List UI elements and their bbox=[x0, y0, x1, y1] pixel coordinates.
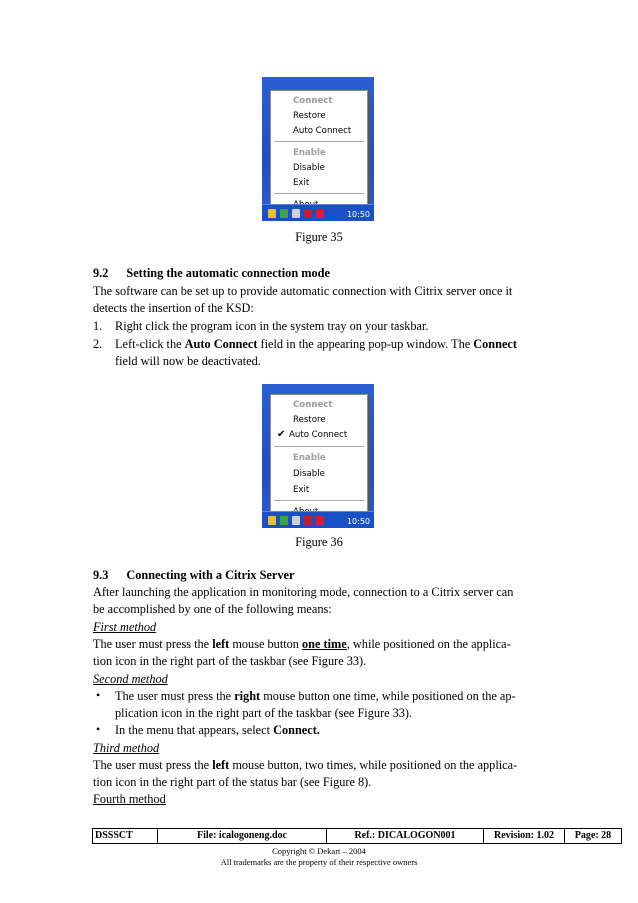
tray-security-icon[interactable] bbox=[304, 516, 312, 525]
method-2-bullet-1 bbox=[115, 688, 516, 705]
tray-app-icon[interactable] bbox=[268, 516, 276, 525]
figure-36-screenshot bbox=[262, 384, 374, 528]
method-1-title: First method bbox=[93, 620, 157, 634]
bullet-icon: • bbox=[96, 688, 101, 702]
text-run-bold: Connect bbox=[473, 337, 517, 351]
tray-clock: 10:50 bbox=[346, 517, 370, 526]
method-1-line: tion icon in the right part of the taskbar (see Figure 33). bbox=[93, 654, 367, 668]
figure-36-caption: Figure 36 bbox=[295, 535, 343, 549]
text-run: The user must press the bbox=[93, 637, 213, 651]
tray-clock: 10:50 bbox=[346, 210, 370, 219]
section-title: Connecting with a Citrix Server bbox=[126, 568, 295, 582]
tray-security-icon[interactable] bbox=[304, 209, 312, 218]
method-2-title: Second method bbox=[93, 672, 168, 686]
bullet-icon: • bbox=[96, 722, 101, 736]
text-run: , while positioned on the applica- bbox=[346, 637, 511, 651]
menu-item-auto-connect[interactable] bbox=[271, 428, 367, 442]
system-tray bbox=[262, 511, 374, 528]
tray-volume-icon[interactable] bbox=[292, 516, 300, 525]
tray-status-icon[interactable] bbox=[316, 209, 324, 218]
menu-separator bbox=[274, 500, 364, 502]
tray-context-menu bbox=[270, 394, 368, 523]
text-run-bold: Auto Connect bbox=[184, 337, 258, 351]
paragraph-line: detects the insertion of the KSD: bbox=[93, 301, 254, 315]
figure-35-caption: Figure 35 bbox=[295, 230, 343, 244]
tray-app-icon[interactable] bbox=[268, 209, 276, 218]
method-3-title: Third method bbox=[93, 741, 160, 755]
menu-item-connect[interactable]: Connect bbox=[293, 96, 333, 106]
list-number: 1. bbox=[93, 319, 103, 333]
menu-item-disable[interactable]: Disable bbox=[293, 163, 325, 173]
section-9-3-heading bbox=[93, 567, 294, 584]
method-3-line: tion icon in the right part of the status bar (see Figure 8). bbox=[93, 775, 372, 789]
menu-item-restore[interactable]: Restore bbox=[293, 111, 326, 121]
menu-item-enable[interactable]: Enable bbox=[293, 148, 326, 158]
menu-item-connect[interactable]: Connect bbox=[293, 400, 333, 410]
footer-page: Page: 28 bbox=[574, 830, 612, 841]
footer-copyright: Copyright © Dekart – 2004 bbox=[272, 846, 366, 856]
menu-item-auto-connect[interactable]: Auto Connect bbox=[293, 126, 352, 136]
text-run-bold-underline: one time bbox=[302, 637, 347, 651]
method-1-line bbox=[93, 636, 511, 653]
tray-volume-icon[interactable] bbox=[292, 209, 300, 218]
list-number: 2. bbox=[93, 337, 103, 351]
text-run: mouse button bbox=[229, 637, 303, 651]
paragraph-line: be accomplished by one of the following means: bbox=[93, 602, 332, 616]
text-run-bold: right bbox=[234, 689, 261, 703]
list-item-2-continuation: field will now be deactivated. bbox=[115, 354, 261, 368]
text-run: Left-click the bbox=[115, 337, 185, 351]
list-item-2 bbox=[115, 336, 517, 353]
text-run-bold: Connect. bbox=[273, 723, 320, 737]
list-item-1: Right click the program icon in the system tray on your taskbar. bbox=[115, 319, 429, 333]
paragraph-line: The software can be set up to provide automatic connection with Citrix server once it bbox=[93, 284, 513, 298]
text-run: The user must press the bbox=[93, 758, 213, 772]
method-3-line bbox=[93, 757, 517, 774]
footer-file: File: icalogoneng.doc bbox=[158, 829, 327, 843]
menu-separator bbox=[274, 446, 364, 448]
footer-ref: Ref.: DICALOGON001 bbox=[327, 829, 484, 843]
text-run: field in the appearing pop-up window. The bbox=[257, 337, 474, 351]
checkmark-icon: ✔ bbox=[277, 429, 286, 440]
footer-trademarks: All trademarks are the property of their respective owners bbox=[220, 857, 418, 867]
paragraph-line: After launching the application in monitoring mode, connection to a Citrix server can bbox=[93, 585, 514, 599]
system-tray bbox=[262, 204, 374, 221]
menu-item-enable[interactable]: Enable bbox=[293, 453, 326, 463]
menu-item-exit[interactable]: Exit bbox=[293, 485, 310, 495]
menu-separator bbox=[274, 193, 364, 195]
tray-network-icon[interactable] bbox=[280, 209, 288, 218]
menu-item-exit[interactable]: Exit bbox=[293, 178, 310, 188]
text-run-bold: left bbox=[212, 758, 230, 772]
footer-revision: Revision: 1.02 bbox=[484, 829, 565, 843]
section-number: 9.2 bbox=[93, 266, 109, 280]
tray-context-menu bbox=[270, 90, 368, 216]
section-9-2-heading bbox=[93, 265, 330, 282]
menu-item-restore[interactable]: Restore bbox=[293, 415, 326, 425]
method-2-bullet-1-continuation: plication icon in the right part of the taskbar (see Figure 33). bbox=[115, 706, 413, 720]
tray-status-icon[interactable] bbox=[316, 516, 324, 525]
section-number: 9.3 bbox=[93, 568, 109, 582]
menu-separator bbox=[274, 141, 364, 143]
figure-35-screenshot bbox=[262, 77, 374, 221]
method-2-bullet-2 bbox=[115, 722, 320, 739]
text-run-bold: left bbox=[212, 637, 230, 651]
footer-company: DSSSCT bbox=[93, 829, 158, 843]
tray-network-icon[interactable] bbox=[280, 516, 288, 525]
text-run: In the menu that appears, select bbox=[115, 723, 274, 737]
menu-item-disable[interactable]: Disable bbox=[293, 469, 325, 479]
method-4-title: Fourth method bbox=[93, 792, 166, 806]
text-run: The user must press the bbox=[115, 689, 235, 703]
menu-item-label: Auto Connect bbox=[289, 430, 348, 440]
footer-table bbox=[92, 828, 622, 844]
text-run: mouse button one time, while positioned on the ap- bbox=[260, 689, 516, 703]
text-run: mouse button, two times, while positioned on the applica- bbox=[229, 758, 518, 772]
section-title: Setting the automatic connection mode bbox=[126, 266, 330, 280]
